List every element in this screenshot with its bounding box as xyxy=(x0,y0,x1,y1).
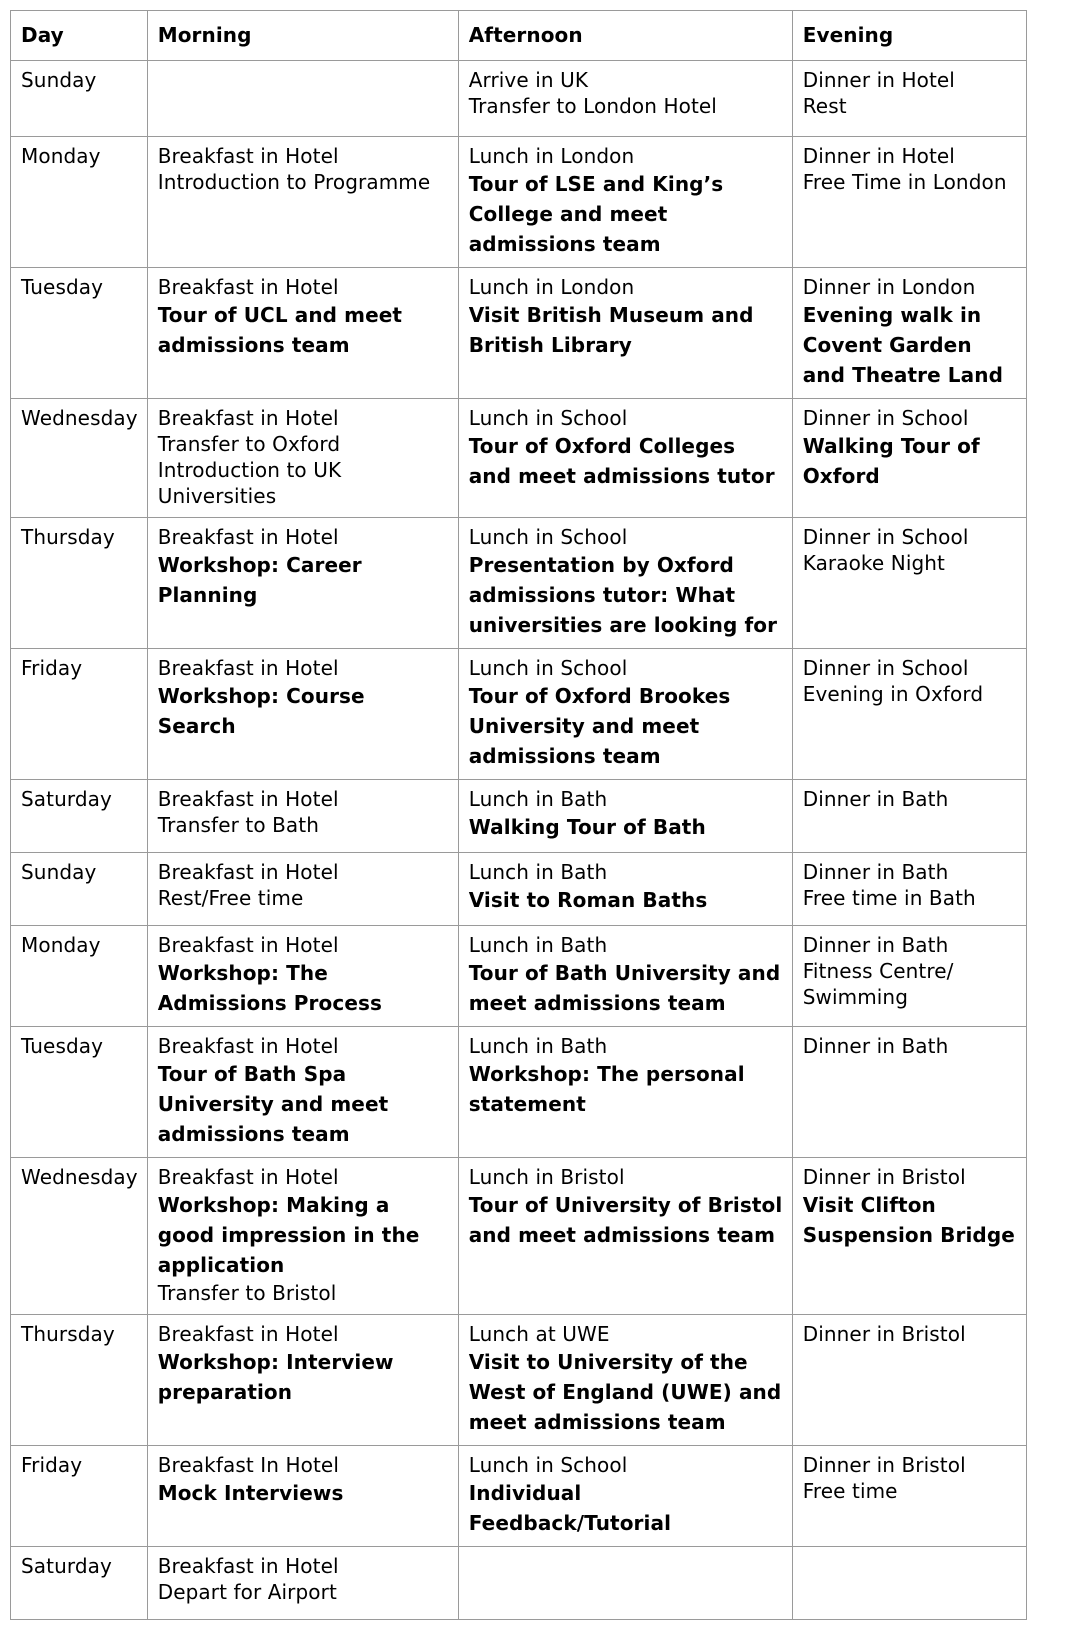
evening-cell xyxy=(792,780,1026,853)
activity-highlight: Tour of Oxford Brookes University and meet admissions team xyxy=(468,684,731,768)
afternoon-cell xyxy=(458,268,792,399)
afternoon-cell xyxy=(458,649,792,780)
activity-highlight: Workshop: Interview preparation xyxy=(157,1350,394,1404)
activity-highlight: Workshop: The personal statement xyxy=(468,1062,745,1116)
afternoon-cell xyxy=(458,1158,792,1315)
afternoon-cell xyxy=(458,780,792,853)
activity-text: Arrive in UK xyxy=(468,68,589,92)
activity-text: Lunch in Bath xyxy=(468,1034,608,1058)
evening-cell xyxy=(792,1547,1026,1620)
evening-cell xyxy=(792,1446,1026,1547)
afternoon-cell xyxy=(458,518,792,649)
table-row xyxy=(11,137,1027,268)
evening-cell xyxy=(792,399,1026,518)
activity-text: Lunch in London xyxy=(468,144,635,168)
day-cell: Monday xyxy=(11,137,148,268)
evening-cell xyxy=(792,926,1026,1027)
activity-highlight: Tour of Bath University and meet admissions team xyxy=(468,961,781,1015)
activity-highlight: Tour of Oxford Colleges and meet admissions tutor xyxy=(468,434,775,488)
morning-cell xyxy=(147,518,458,649)
activity-text: Lunch in Bath xyxy=(468,787,608,811)
activity-text: Dinner in School xyxy=(802,406,969,430)
day-cell: Wednesday xyxy=(11,399,148,518)
afternoon-cell xyxy=(458,399,792,518)
day-cell: Tuesday xyxy=(11,268,148,399)
table-row xyxy=(11,853,1027,926)
activity-text: Rest xyxy=(802,94,847,118)
day-cell: Thursday xyxy=(11,1315,148,1446)
activity-text: Free time xyxy=(802,1479,898,1503)
activity-highlight: Visit Clifton Suspension Bridge xyxy=(802,1193,1015,1247)
activity-text: Introduction to Programme xyxy=(157,170,431,194)
activity-text: Breakfast in Hotel xyxy=(157,933,339,957)
header-morning: Morning xyxy=(147,11,458,61)
morning-cell xyxy=(147,1547,458,1620)
activity-text: Breakfast in Hotel xyxy=(157,144,339,168)
activity-highlight: Workshop: Course Search xyxy=(157,684,365,738)
day-cell: Saturday xyxy=(11,1547,148,1620)
activity-highlight: Walking Tour of Oxford xyxy=(802,434,980,488)
evening-cell xyxy=(792,518,1026,649)
table-row xyxy=(11,649,1027,780)
day-cell: Friday xyxy=(11,649,148,780)
activity-highlight: Mock Interviews xyxy=(157,1481,344,1505)
table-row xyxy=(11,1547,1027,1620)
activity-text: Dinner in Bath xyxy=(802,860,949,884)
evening-cell xyxy=(792,1158,1026,1315)
table-row xyxy=(11,518,1027,649)
activity-text: Breakfast in Hotel xyxy=(157,656,339,680)
table-row xyxy=(11,1315,1027,1446)
morning-cell xyxy=(147,926,458,1027)
activity-highlight: Visit to Roman Baths xyxy=(468,888,708,912)
afternoon-cell xyxy=(458,1027,792,1158)
morning-cell xyxy=(147,1446,458,1547)
activity-text: Introduction to UK Universities xyxy=(157,458,342,508)
activity-text: Breakfast in Hotel xyxy=(157,275,339,299)
activity-text: Transfer to London Hotel xyxy=(468,94,717,118)
activity-text: Fitness Centre/ Swimming xyxy=(802,959,954,1009)
header-evening: Evening xyxy=(792,11,1026,61)
table-row xyxy=(11,926,1027,1027)
activity-highlight: Tour of UCL and meet admissions team xyxy=(157,303,403,357)
header-afternoon: Afternoon xyxy=(458,11,792,61)
morning-cell xyxy=(147,780,458,853)
activity-highlight: Individual Feedback/Tutorial xyxy=(468,1481,672,1535)
activity-text: Breakfast in Hotel xyxy=(157,525,339,549)
activity-text: Dinner in Hotel xyxy=(802,68,955,92)
evening-cell xyxy=(792,1027,1026,1158)
evening-cell xyxy=(792,853,1026,926)
activity-text: Breakfast in Hotel xyxy=(157,1554,339,1578)
day-cell: Monday xyxy=(11,926,148,1027)
activity-text: Rest/Free time xyxy=(157,886,304,910)
table-row xyxy=(11,268,1027,399)
activity-text: Breakfast in Hotel xyxy=(157,787,339,811)
activity-highlight: Tour of University of Bristol and meet admissions team xyxy=(468,1193,783,1247)
afternoon-cell xyxy=(458,1315,792,1446)
table-row xyxy=(11,1158,1027,1315)
activity-text: Karaoke Night xyxy=(802,551,945,575)
activity-text: Lunch in Bath xyxy=(468,860,608,884)
activity-text: Dinner in Bristol xyxy=(802,1322,966,1346)
activity-text: Evening in Oxford xyxy=(802,682,984,706)
activity-text: Dinner in Bath xyxy=(802,933,949,957)
activity-text: Dinner in Hotel xyxy=(802,144,955,168)
activity-text: Lunch at UWE xyxy=(468,1322,610,1346)
activity-highlight: Visit to University of the West of England (UWE) and meet admissions team xyxy=(468,1350,782,1434)
table-row xyxy=(11,61,1027,137)
activity-text: Free time in Bath xyxy=(802,886,976,910)
afternoon-cell xyxy=(458,1547,792,1620)
activity-text: Lunch in School xyxy=(468,525,628,549)
activity-highlight: Tour of LSE and King’s College and meet admissions team xyxy=(468,172,724,256)
activity-text: Breakfast in Hotel xyxy=(157,1322,339,1346)
header-row xyxy=(11,11,1027,61)
day-cell: Wednesday xyxy=(11,1158,148,1315)
evening-cell xyxy=(792,649,1026,780)
activity-text: Dinner in School xyxy=(802,525,969,549)
activity-highlight: Presentation by Oxford admissions tutor: What universities are looking for xyxy=(468,553,778,637)
itinerary-body xyxy=(11,61,1027,1620)
morning-cell xyxy=(147,1315,458,1446)
itinerary-table xyxy=(10,10,1027,1620)
morning-cell xyxy=(147,649,458,780)
activity-text: Breakfast in Hotel xyxy=(157,1165,339,1189)
afternoon-cell xyxy=(458,853,792,926)
morning-cell xyxy=(147,853,458,926)
afternoon-cell xyxy=(458,1446,792,1547)
activity-text: Breakfast In Hotel xyxy=(157,1453,339,1477)
activity-text: Breakfast in Hotel xyxy=(157,1034,339,1058)
evening-cell xyxy=(792,1315,1026,1446)
activity-text: Transfer to Bath xyxy=(157,813,320,837)
activity-highlight: Workshop: The Admissions Process xyxy=(157,961,382,1015)
header-day: Day xyxy=(11,11,148,61)
evening-cell xyxy=(792,61,1026,137)
day-cell: Sunday xyxy=(11,61,148,137)
evening-cell xyxy=(792,137,1026,268)
activity-text: Transfer to Oxford xyxy=(157,432,341,456)
activity-text: Lunch in School xyxy=(468,406,628,430)
activity-text: Free Time in London xyxy=(802,170,1007,194)
day-cell: Saturday xyxy=(11,780,148,853)
table-row xyxy=(11,399,1027,518)
afternoon-cell xyxy=(458,137,792,268)
activity-text: Depart for Airport xyxy=(157,1580,337,1604)
activity-highlight: Workshop: Making a good impression in the application xyxy=(157,1193,420,1277)
morning-cell xyxy=(147,137,458,268)
activity-highlight: Walking Tour of Bath xyxy=(468,815,706,839)
morning-cell xyxy=(147,1158,458,1315)
activity-text: Breakfast in Hotel xyxy=(157,860,339,884)
evening-cell xyxy=(792,268,1026,399)
day-cell: Friday xyxy=(11,1446,148,1547)
activity-highlight: Workshop: Career Planning xyxy=(157,553,362,607)
table-row xyxy=(11,780,1027,853)
activity-text: Dinner in Bath xyxy=(802,787,949,811)
morning-cell xyxy=(147,61,458,137)
activity-text: Lunch in Bristol xyxy=(468,1165,625,1189)
afternoon-cell xyxy=(458,61,792,137)
activity-text: Dinner in Bristol xyxy=(802,1453,966,1477)
itinerary-table-wrapper xyxy=(10,10,1027,1620)
table-row xyxy=(11,1446,1027,1547)
activity-highlight: Visit British Museum and British Library xyxy=(468,303,754,357)
morning-cell xyxy=(147,268,458,399)
activity-text: Lunch in School xyxy=(468,656,628,680)
activity-text: Dinner in London xyxy=(802,275,976,299)
day-cell: Tuesday xyxy=(11,1027,148,1158)
activity-text: Dinner in School xyxy=(802,656,969,680)
activity-text: Lunch in London xyxy=(468,275,635,299)
morning-cell xyxy=(147,1027,458,1158)
table-row xyxy=(11,1027,1027,1158)
activity-text: Breakfast in Hotel xyxy=(157,406,339,430)
activity-text: Dinner in Bath xyxy=(802,1034,949,1058)
activity-highlight: Evening walk in Covent Garden and Theatre Land xyxy=(802,303,1004,387)
morning-cell xyxy=(147,399,458,518)
activity-text: Transfer to Bristol xyxy=(157,1281,337,1305)
day-cell: Thursday xyxy=(11,518,148,649)
activity-highlight: Tour of Bath Spa University and meet admissions team xyxy=(157,1062,389,1146)
activity-text: Dinner in Bristol xyxy=(802,1165,966,1189)
activity-text: Lunch in Bath xyxy=(468,933,608,957)
afternoon-cell xyxy=(458,926,792,1027)
day-cell: Sunday xyxy=(11,853,148,926)
activity-text: Lunch in School xyxy=(468,1453,628,1477)
